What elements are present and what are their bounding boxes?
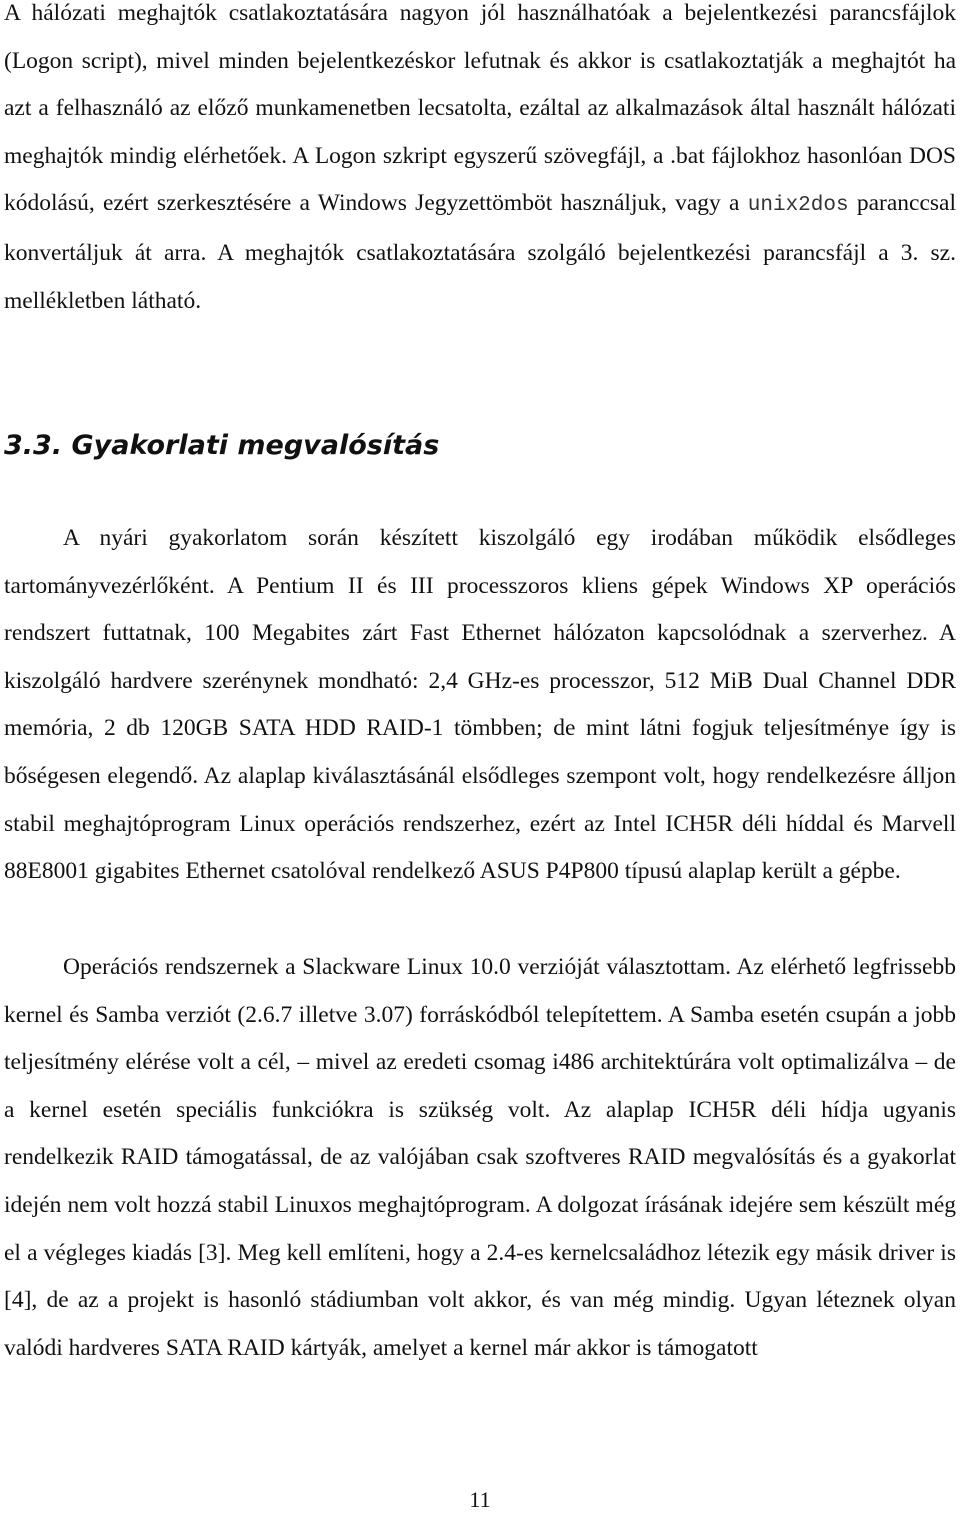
inline-command: unix2dos: [747, 194, 849, 218]
paragraph-text: A hálózati meghajtók csatlakoztatására nagyon jól használhatóak a bejelentkezési parancsfájlok (Logon script), mivel minden bejelentkezéskor lefutnak és akkor is csatlakoztatják a meghajtót ha azt a felhasználó az előző munkamenetben lecsatolta, ezáltal az alkalmazások által használt hálózati meghajtók mindig elérhetőek. A Logon szkript egyszerű szövegfájl, a .bat fájlokhoz hasonlóan DOS kódolású, ezért szerkesztésére a Windows Jegyzettömböt használjuk, vagy a: [4, 0, 956, 217]
paragraph-text: paranccsal konvertáljuk át arra. A meghajtók csatlakoztatására szolgáló bejelentkezési parancsfájl a 3. sz. mellékletben látható.: [4, 190, 957, 314]
section-heading: [4, 422, 439, 470]
section-number: 3.3.: [4, 430, 63, 461]
paragraph-hardware: A nyári gyakorlatom során készített kiszolgáló egy irodában működik elsődleges tartományvezérlőként. A Pentium II és III processzoros kliens gépek Windows XP operációs rendszert futtatnak, 100 Megabites zárt Fast Ethernet hálózaton kapcsolódnak a szerverhez. A kiszolgáló hardvere szerénynek mondható: 2,4 GHz-es processzor, 512 MiB Dual Channel DDR memória, 2 db 120GB SATA HDD RAID-1 tömbben; de mint látni fogjuk teljesítménye így is bőségesen elegendő. Az alaplap kiválasztásánál elsődleges szempont volt, hogy rendelkezésre álljon stabil meghajtóprogram Linux operációs rendszerhez, ezért az Intel ICH5R déli híddal és Marvell 88E8001 gigabites Ethernet csatolóval rendelkező ASUS P4P800 típusú alaplap került a gépbe.: [4, 525, 956, 885]
section-title: Gyakorlati megvalósítás: [71, 430, 440, 461]
paragraph-software: Operációs rendszernek a Slackware Linux 10.0 verzióját választottam. Az elérhető legfrissebb kernel és Samba verziót (2.6.7 illetve 3.07) forráskódból telepítettem. A Samba esetén csupán a jobb teljesítmény elérése volt a cél, – mivel az eredeti csomag i486 architektúrára volt optimalizálva – de a kernel esetén speciális funkciókra is szükség volt. Az alaplap ICH5R déli hídja ugyanis rendelkezik RAID támogatással, de az valójában csak szoftveres RAID megvalósítás és a gyakorlat idején nem volt hozzá stabil Linuxos meghajtóprogram. A dolgozat írásának idejére sem készült még el a végleges kiadás [3]. Meg kell említeni, hogy a 2.4-es kernelcsaládhoz létezik egy másik driver is [4], de az a projekt is hasonló stádiumban volt akkor, és van még mindig. Ugyan léteznek olyan valódi hardveres SATA RAID kártyák, amelyet a kernel már akkor is támogatott: [4, 954, 956, 1361]
page-number: 11: [469, 1487, 491, 1512]
paragraph-logon-script: [4, 0, 956, 325]
